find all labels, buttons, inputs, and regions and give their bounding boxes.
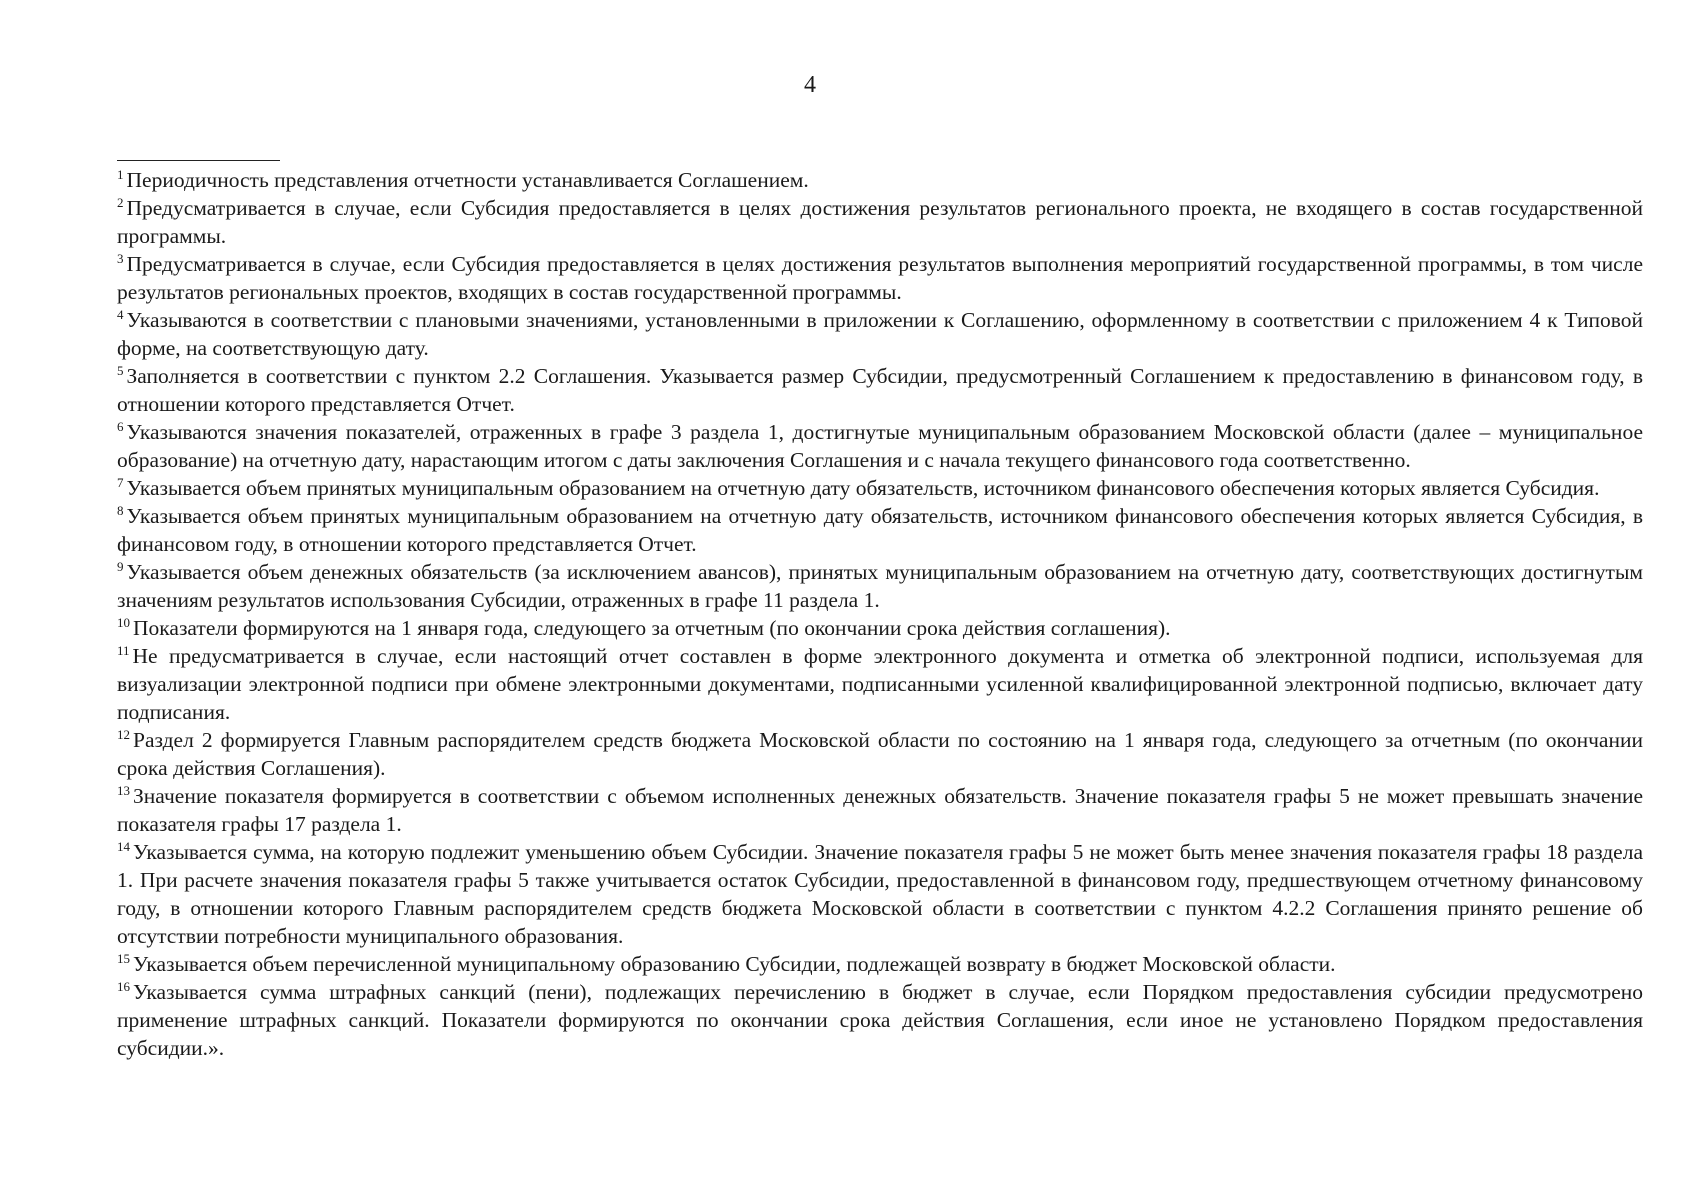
footnote-text: Указывается объем денежных обязательств (за исключением авансов), принятых муниципальным образованием на отчетную дату, соответствующих достигнутым значениям результатов использования Субсидии, отраженных в графе 11 раздела 1. bbox=[117, 560, 1643, 612]
footnote-number: 4 bbox=[117, 307, 124, 322]
footnote-number: 12 bbox=[117, 727, 130, 742]
footnote-text: Указывается объем принятых муниципальным образованием на отчетную дату обязательств, источником финансового обеспечения которых является Субсидия, в финансовом году, в отношении которого представляется Отчет. bbox=[117, 504, 1643, 556]
footnote bbox=[117, 362, 1643, 418]
footnote-number: 6 bbox=[117, 419, 124, 434]
footnote-number: 15 bbox=[117, 951, 130, 966]
footnote-number: 11 bbox=[117, 643, 130, 658]
footnote-text: Раздел 2 формируется Главным распорядителем средств бюджета Московской области по состоянию на 1 января года, следующего за отчетным (по окончании срока действия Соглашения). bbox=[117, 728, 1643, 780]
footnote-text: Периодичность представления отчетности устанавливается Соглашением. bbox=[126, 168, 809, 192]
footnote-number: 10 bbox=[117, 615, 130, 630]
footnote-number: 1 bbox=[117, 167, 124, 182]
footnote bbox=[117, 418, 1643, 474]
footnote-text: Предусматривается в случае, если Субсидия предоставляется в целях достижения результатов выполнения мероприятий государственной программы, в том числе результатов региональных проектов, входящих в состав государственной программы. bbox=[117, 252, 1643, 304]
footnote-text: Указываются значения показателей, отраженных в графе 3 раздела 1, достигнутые муниципальным образованием Московской области (далее – муниципальное образование) на отчетную дату, нарастающим итогом с даты заключения Соглашения и с начала текущего финансового года соответственно. bbox=[117, 420, 1643, 472]
footnote bbox=[117, 502, 1643, 558]
footnote-text: Указывается объем принятых муниципальным образованием на отчетную дату обязательств, источником финансового обеспечения которых является Субсидия. bbox=[126, 476, 1600, 500]
footnote-text: Указывается объем перечисленной муниципальному образованию Субсидии, подлежащей возврату в бюджет Московской области. bbox=[133, 952, 1336, 976]
footnote-text: Не предусматривается в случае, если настоящий отчет составлен в форме электронного документа и отметка об электронной подписи, используемая для визуализации электронной подписи при обмене электронными документами, подписанными усиленной квалифицированной электронной подписью, включает дату подписания. bbox=[117, 644, 1643, 724]
footnote-text: Указываются в соответствии с плановыми значениями, установленными в приложении к Соглашению, оформленному в соответствии с приложением 4 к Типовой форме, на соответствующую дату. bbox=[117, 308, 1643, 360]
page-number: 4 bbox=[804, 72, 816, 98]
footnote bbox=[117, 726, 1643, 782]
footnote-number: 7 bbox=[117, 475, 124, 490]
footnote bbox=[117, 642, 1643, 726]
footnote bbox=[117, 250, 1643, 306]
footnote bbox=[117, 782, 1643, 838]
footnote-text: Указывается сумма штрафных санкций (пени), подлежащих перечислению в бюджет в случае, если Порядком предоставления субсидии предусмотрено применение штрафных санкций. Показатели формируются по окончании срока действия Соглашения, если иное не установлено Порядком предоставления субсидии.». bbox=[117, 980, 1643, 1060]
footnote bbox=[117, 614, 1643, 642]
footnote bbox=[117, 474, 1643, 502]
footnote bbox=[117, 306, 1643, 362]
footnote-number: 13 bbox=[117, 783, 130, 798]
footnote-number: 3 bbox=[117, 251, 124, 266]
footnote bbox=[117, 950, 1643, 978]
footnote-number: 14 bbox=[117, 839, 130, 854]
footnote-separator bbox=[117, 160, 280, 161]
footnote bbox=[117, 558, 1643, 614]
footnote-number: 2 bbox=[117, 195, 124, 210]
footnote bbox=[117, 166, 1643, 194]
footnote bbox=[117, 838, 1643, 950]
footnote-text: Заполняется в соответствии с пунктом 2.2 Соглашения. Указывается размер Субсидии, предусмотренный Соглашением к предоставлению в финансовом году, в отношении которого представляется Отчет. bbox=[117, 364, 1643, 416]
footnote-text: Предусматривается в случае, если Субсидия предоставляется в целях достижения результатов регионального проекта, не входящего в состав государственной программы. bbox=[117, 196, 1643, 248]
footnote-text: Указывается сумма, на которую подлежит уменьшению объем Субсидии. Значение показателя графы 5 не может быть менее значения показателя графы 18 раздела 1. При расчете значения показателя графы 5 также учитывается остаток Субсидии, предоставленной в финансовом году, предшествующем отчетному финансовому году, в отношении которого Главным распорядителем средств бюджета Московской области в соответствии с пунктом 4.2.2 Соглашения принято решение об отсутствии потребности муниципального образования. bbox=[117, 840, 1643, 948]
footnote bbox=[117, 978, 1643, 1062]
footnote-number: 16 bbox=[117, 979, 130, 994]
footnote bbox=[117, 194, 1643, 250]
footnote-text: Значение показателя формируется в соответствии с объемом исполненных денежных обязательств. Значение показателя графы 5 не может превышать значение показателя графы 17 раздела 1. bbox=[117, 784, 1643, 836]
footnote-text: Показатели формируются на 1 января года, следующего за отчетным (по окончании срока действия соглашения). bbox=[133, 616, 1171, 640]
footnotes-list bbox=[117, 166, 1643, 1062]
footnote-number: 5 bbox=[117, 363, 124, 378]
footnote-number: 8 bbox=[117, 503, 124, 518]
footnote-number: 9 bbox=[117, 559, 124, 574]
